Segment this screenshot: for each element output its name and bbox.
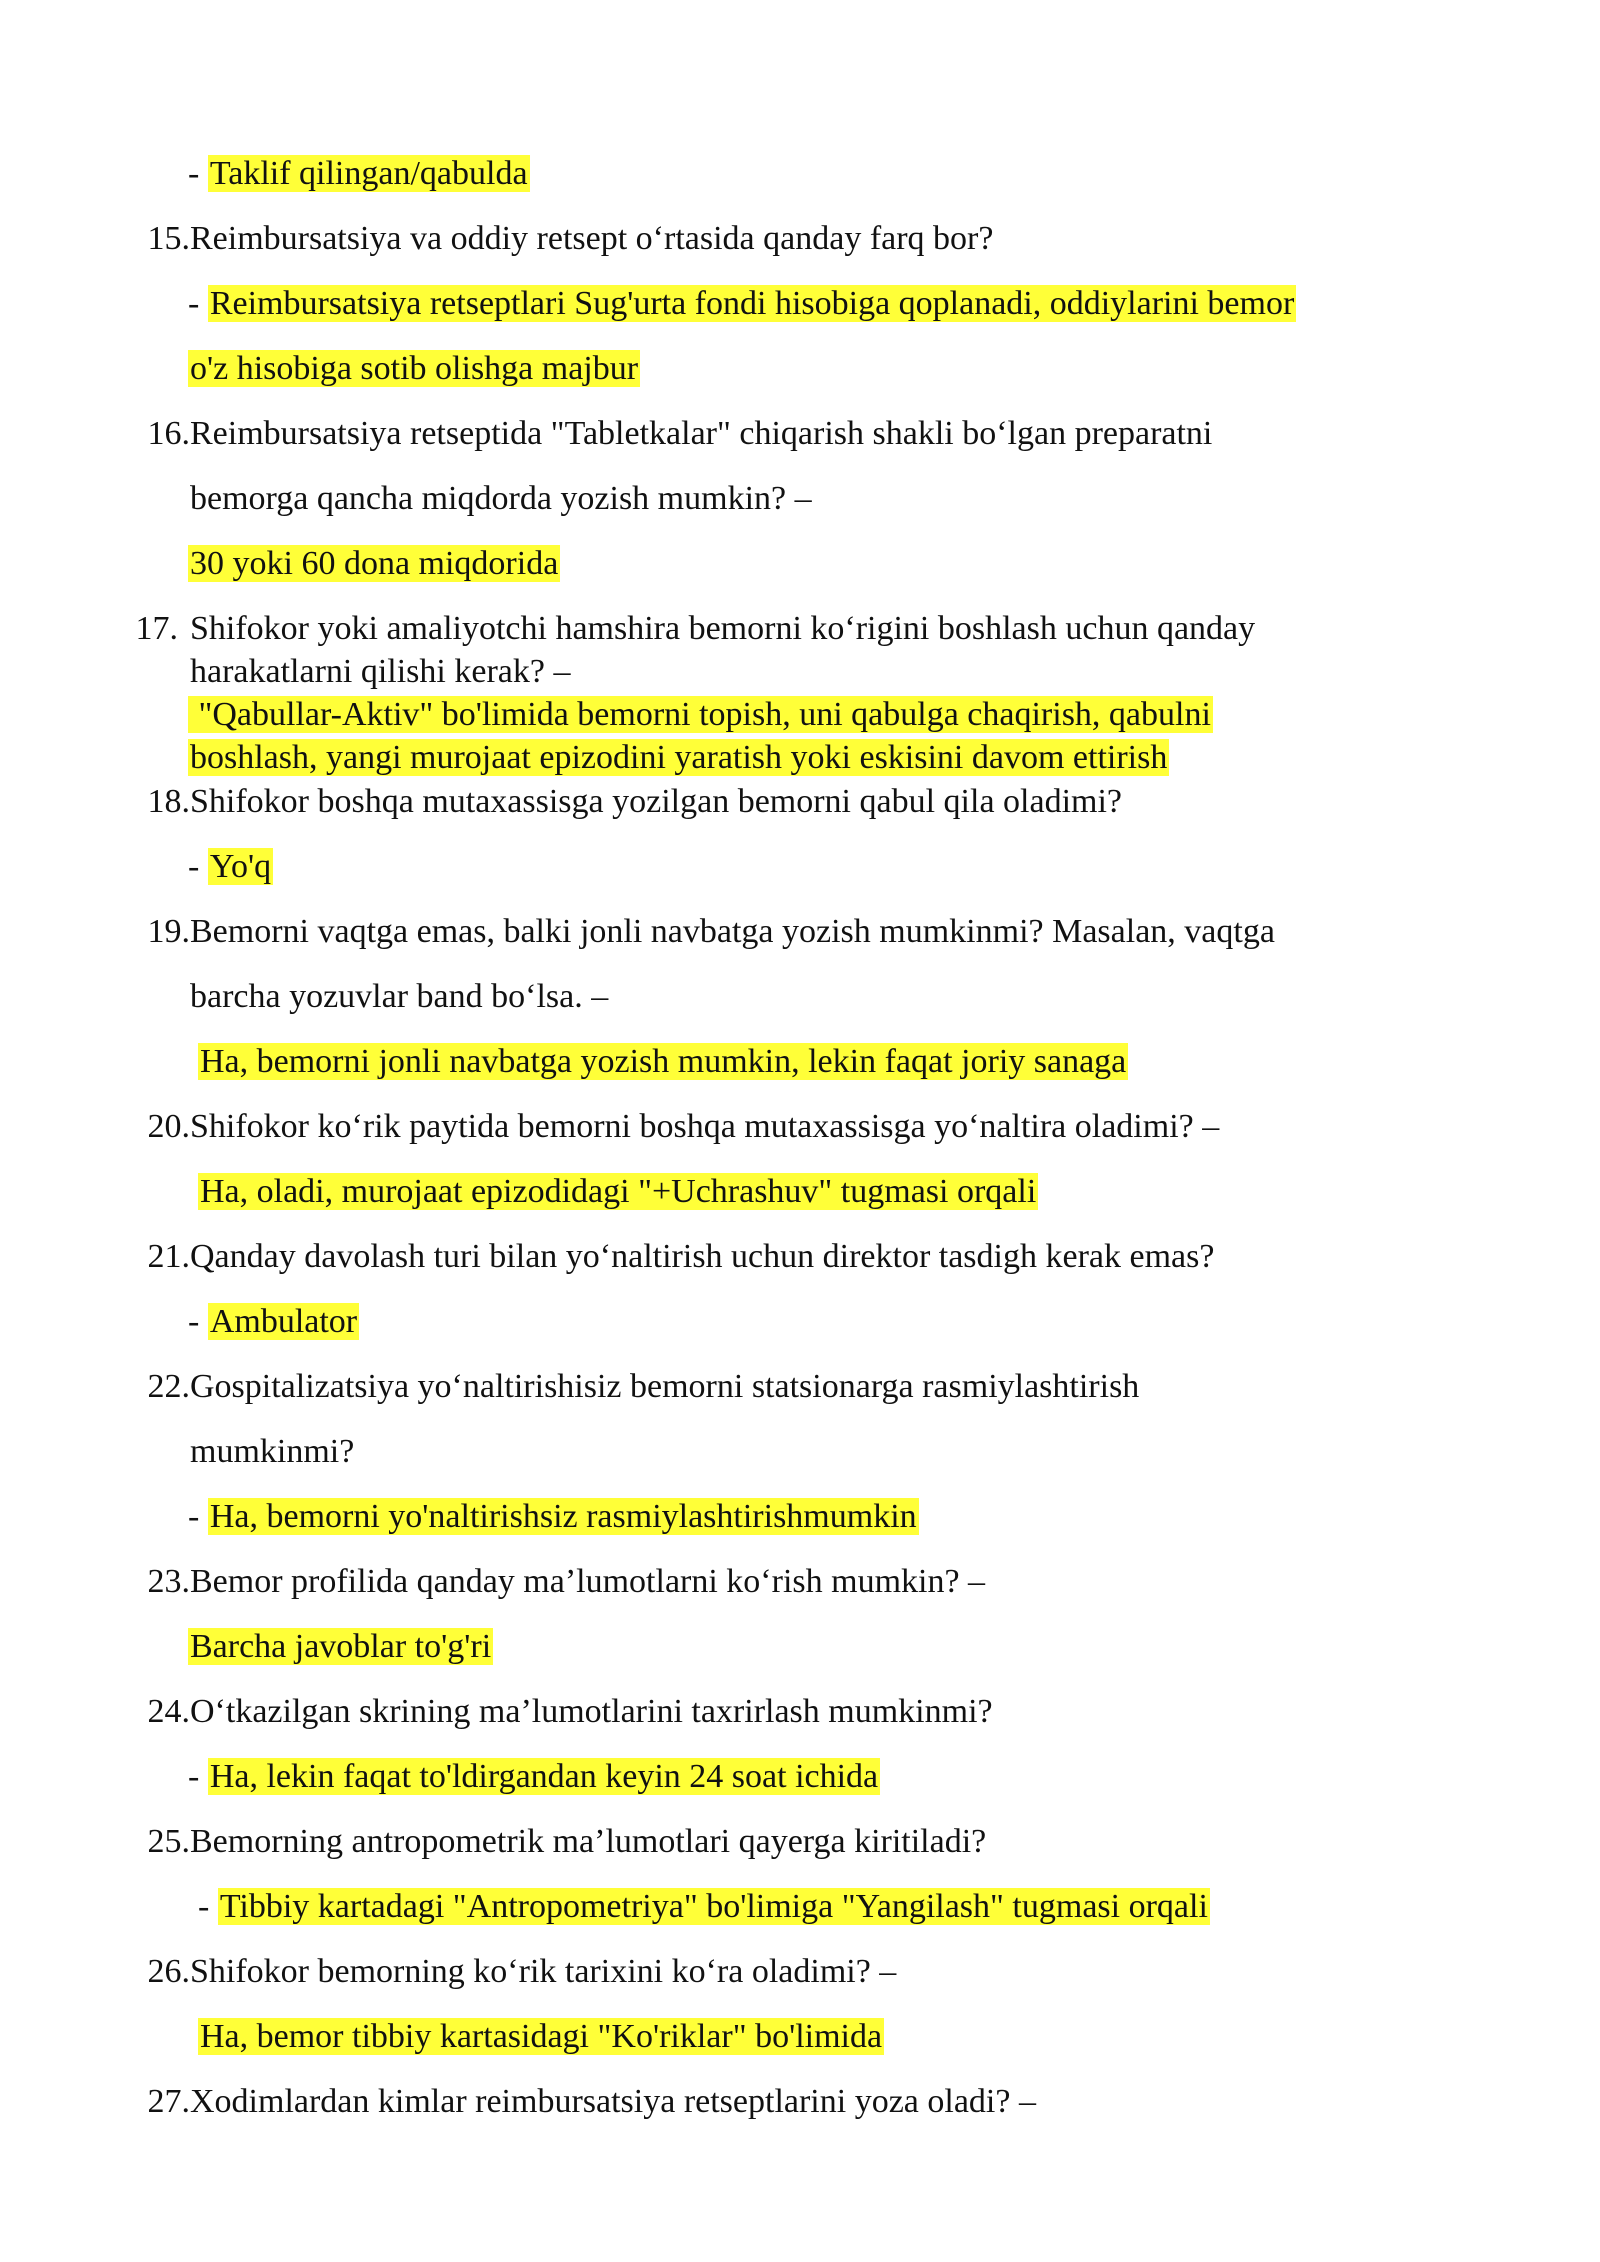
answer-highlight: Ha, lekin faqat to'ldirgandan keyin 24 soat ichida xyxy=(209,1758,879,1795)
answer-line: - Ha, bemorni yo'naltirishsiz rasmiylashtirishmumkin xyxy=(188,1498,917,1535)
question-number: 27. xyxy=(147,2083,190,2120)
prev-answer-line: - Taklif qilingan/qabulda xyxy=(188,155,528,192)
answer-line: - Tibbiy kartadagi "Antropometriya" bo'limiga "Yangilash" tugmasi orqali xyxy=(198,1888,1208,1925)
question-number: 22. xyxy=(147,1368,190,1405)
question-text: Bemor profilida qanday ma’lumotlarni ko‘rish mumkin? – xyxy=(190,1563,986,1600)
answer-highlight: Tibbiy kartadagi "Antropometriya" bo'limiga "Yangilash" tugmasi orqali xyxy=(219,1888,1208,1925)
answer-highlight: boshlash, yangi murojaat epizodini yaratish yoki eskisini davom ettirish xyxy=(190,739,1168,776)
question-text: Shifokor bemorning ko‘rik tarixini ko‘ra oladimi? – xyxy=(190,1953,897,1990)
answer-line xyxy=(188,347,640,391)
question-text: Shifokor ko‘rik paytida bemorni boshqa mutaxassisga yo‘naltira oladimi? – xyxy=(190,1108,1220,1145)
question-text: Xodimlardan kimlar reimbursatsiya retseptlarini yoza oladi? – xyxy=(190,2083,1036,2120)
answer-line xyxy=(198,2015,884,2059)
answer-highlight: Ambulator xyxy=(209,1303,358,1340)
question-number: 21. xyxy=(147,1238,190,1275)
answer-highlight: Ha, bemor tibbiy kartasidagi "Ko'riklar" bo'limida xyxy=(200,2018,883,2055)
question-text: Gospitalizatsiya yo‘naltirishisiz bemorni statsionarga rasmiylashtirish xyxy=(190,1368,1140,1405)
question-number: 24. xyxy=(147,1693,190,1730)
answer-line xyxy=(188,736,1169,780)
question-number: 20. xyxy=(147,1108,190,1145)
answer-line xyxy=(188,693,1213,737)
answer-line: - Reimbursatsiya retseptlari Sug'urta fondi hisobiga qoplanadi, oddiylarini bemor xyxy=(188,285,1295,322)
answer-highlight: Reimbursatsiya retseptlari Sug'urta fondi hisobiga qoplanadi, oddiylarini bemor xyxy=(209,285,1295,322)
answer-line xyxy=(198,1170,1038,1214)
question-number: 26. xyxy=(147,1953,190,1990)
answer-highlight: o'z hisobiga sotib olishga majbur xyxy=(190,350,639,387)
answer-line: - Ambulator xyxy=(188,1303,358,1340)
question-text: Shifokor yoki amaliyotchi hamshira bemorni ko‘rigini boshlash uchun qanday xyxy=(190,610,1256,647)
answer-line xyxy=(188,542,560,586)
question-text: Reimbursatsiya retseptida "Tabletkalar" chiqarish shakli bo‘lgan preparatni xyxy=(190,415,1213,452)
question-number: 18. xyxy=(147,783,190,820)
question-number: 19. xyxy=(147,913,190,950)
answer-highlight: Ha, bemorni yo'naltirishsiz rasmiylashtirishmumkin xyxy=(209,1498,917,1535)
question-number: 17. xyxy=(135,610,178,647)
question-number: 15. xyxy=(147,220,190,257)
answer-highlight: Taklif qilingan/qabulda xyxy=(209,155,528,192)
answer-highlight: Ha, oladi, murojaat epizodidagi "+Uchrashuv" tugmasi orqali xyxy=(200,1173,1037,1210)
answer-highlight: "Qabullar-Aktiv" bo'limida bemorni topish, uni qabulga chaqirish, qabulni xyxy=(190,696,1211,733)
answer-line xyxy=(188,1625,493,1669)
question-number: 25. xyxy=(147,1823,190,1860)
question-number: 23. xyxy=(147,1563,190,1600)
question-text: Reimbursatsiya va oddiy retsept o‘rtasida qanday farq bor? xyxy=(190,220,994,257)
question-text: Bemorning antropometrik ma’lumotlari qayerga kiritiladi? xyxy=(190,1823,987,1860)
answer-highlight: Barcha javoblar to'g'ri xyxy=(190,1628,492,1665)
question-text: Bemorni vaqtga emas, balki jonli navbatga yozish mumkinmi? Masalan, vaqtga xyxy=(190,913,1275,950)
answer-highlight: Ha, bemorni jonli navbatga yozish mumkin, lekin faqat joriy sanaga xyxy=(200,1043,1127,1080)
question-text: mumkinmi? xyxy=(190,1433,355,1470)
answer-highlight: 30 yoki 60 dona miqdorida xyxy=(190,545,559,582)
question-number: 16. xyxy=(147,415,190,452)
question-text: O‘tkazilgan skrining ma’lumotlarini taxrirlash mumkinmi? xyxy=(190,1693,993,1730)
answer-line: - Ha, lekin faqat to'ldirgandan keyin 24 soat ichida xyxy=(188,1758,879,1795)
question-text: Qanday davolash turi bilan yo‘naltirish uchun direktor tasdigh kerak emas? xyxy=(190,1238,1215,1275)
question-text: Shifokor boshqa mutaxassisga yozilgan bemorni qabul qila oladimi? xyxy=(190,783,1122,820)
question-text: barcha yozuvlar band bo‘lsa. – xyxy=(190,978,609,1015)
question-text: bemorga qancha miqdorda yozish mumkin? – xyxy=(190,480,812,517)
answer-line xyxy=(198,1040,1128,1084)
answer-highlight: Yo'q xyxy=(209,848,272,885)
question-text: harakatlarni qilishi kerak? – xyxy=(190,653,571,690)
answer-line: - Yo'q xyxy=(188,848,272,885)
